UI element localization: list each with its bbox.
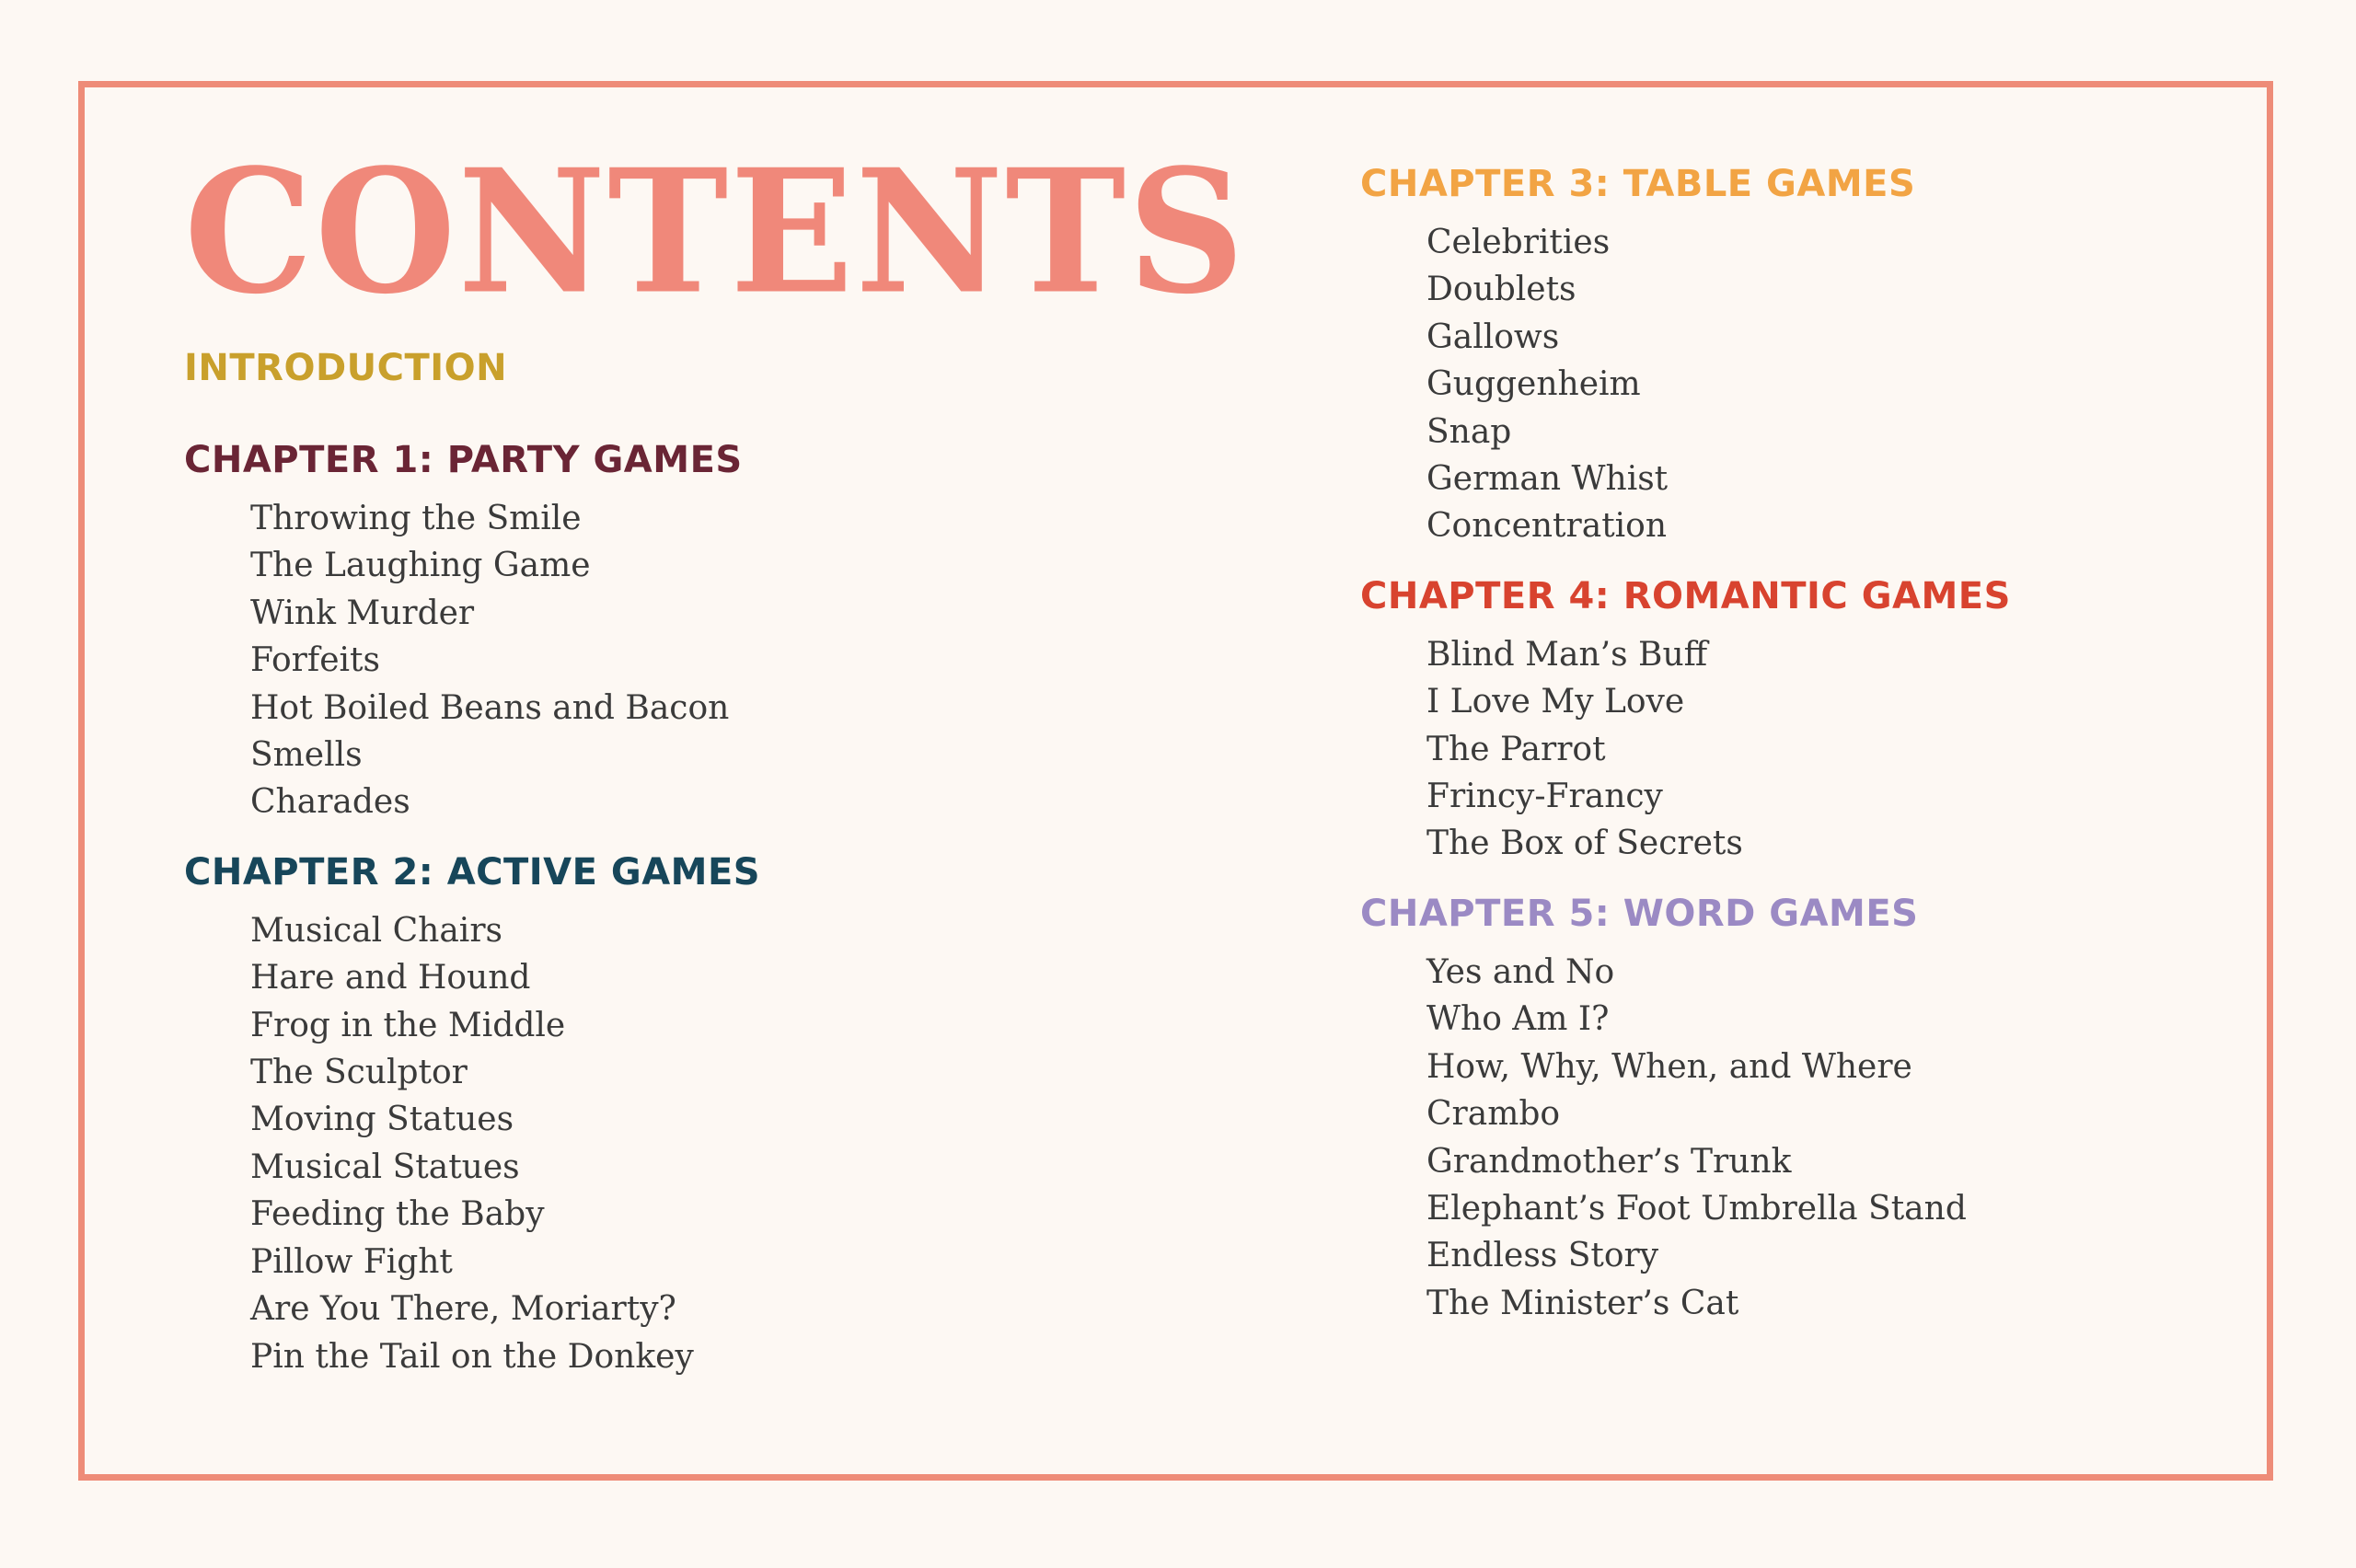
contents-entry[interactable]: The Box of Secrets	[1426, 824, 1743, 863]
contents-entry[interactable]: Hot Boiled Beans and Bacon	[250, 688, 730, 727]
contents-entry[interactable]: German Whist	[1426, 460, 1669, 499]
chapter-3-heading[interactable]: CHAPTER 3: TABLE GAMES	[1360, 163, 1916, 205]
contents-entry[interactable]: I Love My Love	[1426, 683, 1685, 721]
page-title: CONTENTS	[184, 132, 1247, 332]
chapter-4-heading[interactable]: CHAPTER 4: ROMANTIC GAMES	[1360, 574, 2011, 617]
contents-entry[interactable]: Blind Man’s Buff	[1426, 635, 1708, 674]
contents-entry[interactable]: Frog in the Middle	[250, 1006, 566, 1044]
contents-entry[interactable]: The Minister’s Cat	[1426, 1284, 1739, 1322]
contents-entry[interactable]: Musical Statues	[250, 1147, 520, 1186]
contents-entry[interactable]: Crambo	[1426, 1095, 1561, 1134]
contents-entry[interactable]: Celebrities	[1426, 224, 1611, 261]
contents-entry[interactable]: Throwing the Smile	[250, 500, 582, 537]
chapter-2-list	[250, 907, 1288, 1380]
contents-entry[interactable]: Doublets	[1426, 271, 1576, 309]
contents-entry[interactable]: Gallows	[1426, 317, 1560, 356]
chapter-2-heading[interactable]: CHAPTER 2: ACTIVE GAMES	[184, 850, 761, 894]
contents-entry[interactable]: Charades	[250, 783, 410, 822]
contents-entry[interactable]: Pin the Tail on the Donkey	[250, 1337, 694, 1376]
right-column	[1360, 163, 2281, 1327]
contents-entry[interactable]: Moving Statues	[250, 1101, 514, 1139]
contents-entry[interactable]: Snap	[1426, 412, 1512, 451]
contents-entry[interactable]: Endless Story	[1426, 1237, 1659, 1275]
contents-entry[interactable]: Frincy-Francy	[1426, 778, 1663, 816]
contents-entry[interactable]: The Parrot	[1426, 730, 1606, 768]
chapter-5-heading[interactable]: CHAPTER 5: WORD GAMES	[1360, 892, 1919, 935]
contents-entry[interactable]: The Sculptor	[250, 1054, 468, 1092]
contents-entry[interactable]: Wink Murder	[250, 594, 475, 632]
chapter-5-list	[1426, 949, 2281, 1327]
contents-entry[interactable]: Are You There, Moriarty?	[250, 1290, 676, 1329]
contents-entry[interactable]: Grandmother’s Trunk	[1426, 1142, 1792, 1181]
contents-entry[interactable]: Yes and No	[1426, 952, 1615, 991]
contents-entry[interactable]: Guggenheim	[1426, 365, 1641, 404]
contents-entry[interactable]: Elephant’s Foot Umbrella Stand	[1426, 1189, 1967, 1228]
contents-entry[interactable]: Hare and Hound	[250, 959, 531, 997]
left-column	[184, 132, 1288, 1380]
contents-entry[interactable]: Concentration	[1426, 507, 1668, 546]
introduction-heading[interactable]: INTRODUCTION	[184, 347, 508, 389]
contents-entry[interactable]: Feeding the Baby	[250, 1195, 545, 1234]
contents-entry[interactable]: Musical Chairs	[250, 911, 503, 950]
contents-entry[interactable]: Who Am I?	[1426, 1000, 1610, 1039]
contents-entry[interactable]: How, Why, When, and Where	[1426, 1047, 1912, 1086]
chapter-4-list	[1426, 631, 2281, 868]
contents-entry[interactable]: Pillow Fight	[250, 1242, 453, 1281]
chapter-1-heading[interactable]: CHAPTER 1: PARTY GAMES	[184, 439, 743, 481]
chapter-1-list	[250, 495, 1288, 826]
contents-entry[interactable]: The Laughing Game	[250, 547, 591, 585]
chapter-3-list	[1426, 219, 2281, 550]
contents-entry[interactable]: Forfeits	[250, 641, 380, 680]
contents-entry[interactable]: Smells	[250, 736, 363, 775]
